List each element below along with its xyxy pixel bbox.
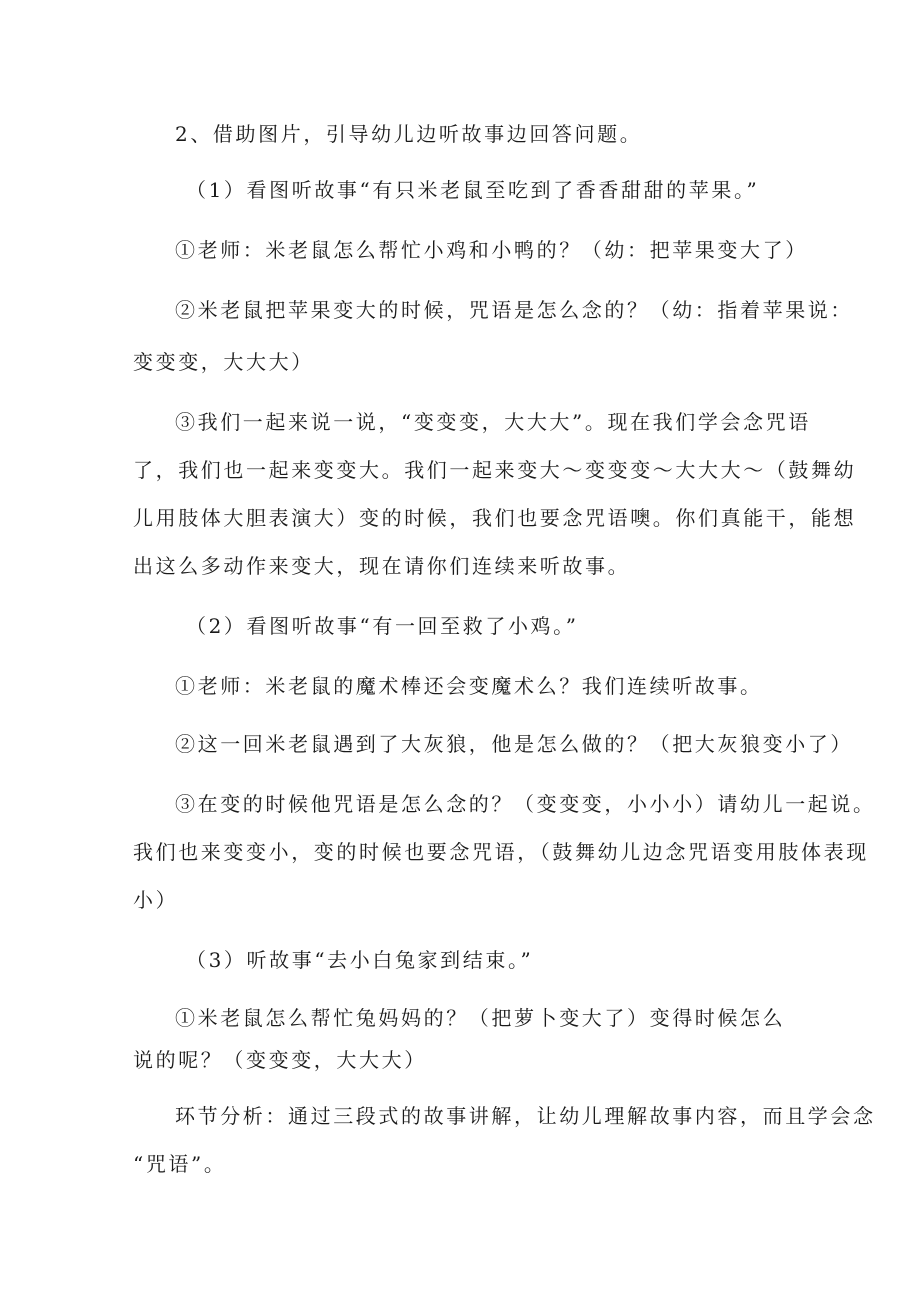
paragraph-line: ②这一回米老鼠遇到了大灰狼，他是怎么做的？（把大灰狼变小了） — [175, 732, 853, 756]
paragraph-line: 变变变，大大大） — [133, 350, 314, 374]
section-heading: 2、借助图片，引导幼儿边听故事边回答问题。 — [175, 122, 643, 146]
analysis-paragraph-line: “咒语”。 — [133, 1152, 227, 1176]
paragraph-line: ③我们一起来说一说，“变变变，大大大”。现在我们学会念咒语 — [175, 410, 811, 434]
subsection-heading-1: （1）看图听故事“有只米老鼠至吃到了香香甜甜的苹果。” — [186, 178, 760, 202]
paragraph-line: ①米老鼠怎么帮忙兔妈妈的？（把萝卜变大了）变得时候怎么 — [175, 1006, 786, 1030]
paragraph-line: 出这么多动作来变大，现在请你们连续来听故事。 — [133, 554, 631, 578]
subsection-heading-2: （2）看图听故事“有一回至救了小鸡。” — [186, 614, 579, 638]
paragraph-line: ①老师：米老鼠的魔术棒还会变魔术么？我们连续听故事。 — [175, 674, 763, 698]
paragraph-line: ③在变的时候他咒语是怎么念的？（变变变，小小小）请幼儿一起说。 — [175, 792, 876, 816]
paragraph-line: 儿用肢体大胆表演大）变的时候，我们也要念咒语噢。你们真能干，能想 — [133, 506, 857, 530]
subsection-heading-3: （3）听故事“去小白兔家到结束。” — [186, 948, 534, 972]
paragraph-line: ②米老鼠把苹果变大的时候，咒语是怎么念的？（幼：指着苹果说： — [175, 298, 853, 322]
paragraph-line: 小） — [133, 888, 179, 912]
analysis-paragraph-line: 环节分析：通过三段式的故事讲解，让幼儿理解故事内容，而且学会念 — [175, 1104, 876, 1128]
paragraph-line: ①老师：米老鼠怎么帮忙小鸡和小鸭的？（幼：把苹果变大了） — [175, 238, 808, 262]
paragraph-line: 了，我们也一起来变变大。我们一起来变大～变变变～大大大～（鼓舞幼 — [133, 458, 857, 482]
paragraph-line: 我们也来变变小，变的时候也要念咒语，（鼓舞幼儿边念咒语变用肢体表现 — [133, 840, 869, 864]
paragraph-line: 说的呢？（变变变，大大大） — [133, 1048, 427, 1072]
